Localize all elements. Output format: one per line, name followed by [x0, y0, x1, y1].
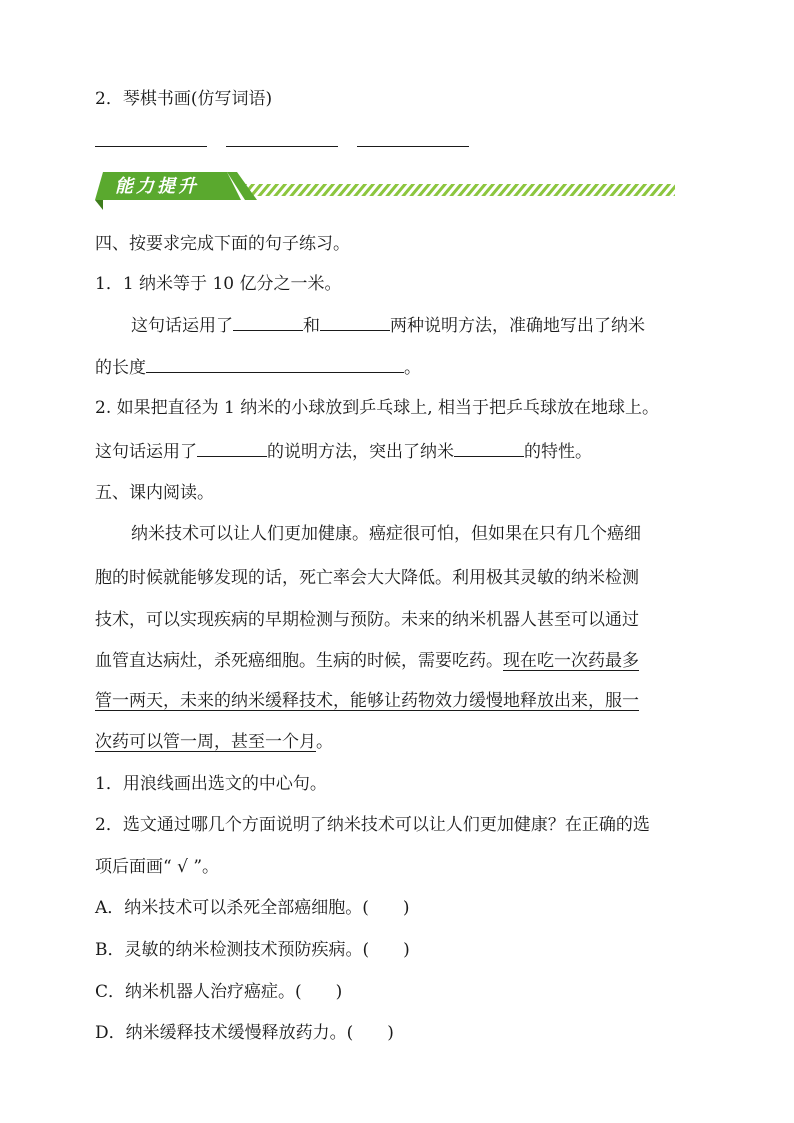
underlined-sentence-end: 次药可以管一周，甚至一个月: [95, 732, 316, 752]
answer-line-2[interactable]: [226, 146, 338, 147]
passage-line-6: 次药可以管一周，甚至一个月。: [95, 732, 333, 752]
blank-method-3[interactable]: [197, 440, 267, 457]
blank-method-2[interactable]: [320, 314, 390, 331]
section-4-item-2: 2. 如果把直径为 1 纳米的小球放到乒乓球上, 相当于把乒乓球放在地球上。: [95, 398, 660, 418]
banner-stripes: [245, 184, 675, 196]
passage-line-2: 胞的时候就能够发现的话，死亡率会大大降低。利用极其灵敏的纳米检测: [95, 568, 639, 588]
blank-length[interactable]: [146, 356, 404, 373]
blank-feature[interactable]: [454, 440, 524, 457]
question-1: 1．用浪线画出选文的中心句。: [95, 774, 327, 794]
question-2-line-1: 2．选文通过哪几个方面说明了纳米技术可以让人们更加健康？在正确的选: [95, 815, 650, 835]
question-2-heading: 2．琴棋书画(仿写词语): [95, 89, 273, 109]
banner-fold: [95, 200, 103, 210]
section-4-item-2-fill: 这句话运用了 的说明方法，突出了纳米 的特性。: [95, 442, 592, 462]
passage-line-3: 技术，可以实现疾病的早期检测与预防。未来的纳米机器人甚至可以通过: [95, 610, 639, 630]
question-2-line-2: 项后面画“ √ ”。: [95, 857, 220, 877]
option-a: A．纳米技术可以杀死全部癌细胞。( ): [95, 898, 410, 918]
blank-method-1[interactable]: [233, 314, 303, 331]
section-4-item-1-fill: 这句话运用了 和 两种说明方法，准确地写出了纳米: [131, 316, 645, 336]
option-c: C．纳米机器人治疗癌症。( ): [95, 982, 343, 1002]
underlined-sentence-cont: 管一两天，未来的纳米缓释技术，能够让药物效力缓慢地释放出来，服一: [95, 691, 639, 711]
underlined-sentence: 现在吃一次药最多: [503, 651, 639, 671]
section-4-item-1-fill-cont: 的长度 。: [95, 358, 421, 378]
passage-line-1: 纳米技术可以让人们更加健康。癌症很可怕，但如果在只有几个癌细: [131, 524, 641, 544]
section-5-heading: 五、课内阅读。: [95, 483, 214, 503]
section-4-heading: 四、按要求完成下面的句子练习。: [95, 234, 350, 254]
option-d: D．纳米缓释技术缓慢释放药力。( ): [95, 1023, 394, 1043]
section-4-item-1: 1．1 纳米等于 10 亿分之一米。: [95, 274, 342, 294]
banner-title: 能力提升: [115, 176, 199, 197]
section-banner: [95, 170, 677, 212]
option-b: B．灵敏的纳米检测技术预防疾病。( ): [95, 940, 410, 960]
passage-line-4: 血管直达病灶，杀死癌细胞。生病的时候，需要吃药。现在吃一次药最多: [95, 651, 639, 671]
passage-line-5: [95, 690, 639, 712]
answer-line-3[interactable]: [357, 146, 469, 147]
answer-lines: [95, 146, 475, 148]
answer-line-1[interactable]: [95, 146, 207, 147]
